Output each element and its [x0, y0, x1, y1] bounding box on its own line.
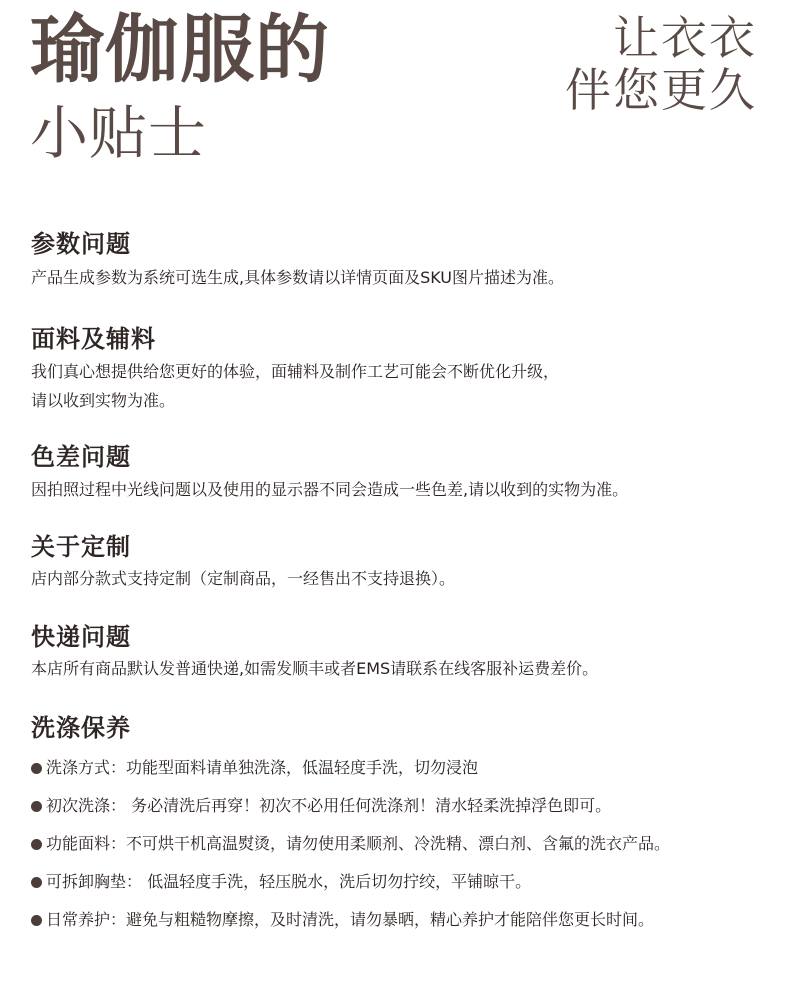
care-item-first-wash — [31, 793, 611, 816]
section-text-color-diff: 因拍照过程中光线问题以及使用的显示器不同会造成一些色差,请以收到的实物为准。 — [31, 480, 629, 499]
care-item-text: 可拆卸胸垫： 低温轻度手洗，轻压脱水，洗后切勿拧绞，平铺晾干。 — [46, 872, 532, 891]
tagline — [565, 12, 757, 117]
bullet-icon — [31, 915, 42, 926]
bullet-icon — [31, 801, 42, 812]
section-text-params: 产品生成参数为系统可选生成,具体参数请以详情页面及SKU图片描述为准。 — [31, 268, 565, 287]
care-item-washing-method — [31, 755, 478, 778]
section-text-fabric-1: 我们真心想提供给您更好的体验，面辅料及制作工艺可能会不断优化升级， — [31, 362, 560, 381]
care-item-removable-pad — [31, 869, 531, 892]
section-title-care: 洗涤保养 — [31, 714, 131, 742]
section-title-fabric: 面料及辅料 — [31, 325, 156, 353]
bullet-icon — [31, 763, 42, 774]
page-subtitle: 小贴士 — [30, 99, 208, 167]
care-item-text: 洗涤方式：功能型面料请单独洗涤，低温轻度手洗，切勿浸泡 — [46, 758, 479, 777]
section-text-shipping: 本店所有商品默认发普通快递,如需发顺丰或者EMS请联系在线客服补运费差价。 — [31, 659, 599, 678]
care-item-text: 日常养护：避免与粗糙物摩擦，及时清洗，请勿暴晒，精心养护才能陪伴您更长时间。 — [46, 910, 655, 929]
section-title-params: 参数问题 — [31, 230, 131, 258]
tagline-line-1: 让衣衣 — [613, 11, 757, 65]
page-title: 瑜伽服的 — [30, 7, 330, 93]
bullet-icon — [31, 877, 42, 888]
section-text-fabric-2: 请以收到实物为准。 — [31, 391, 176, 410]
section-text-custom: 店内部分款式支持定制（定制商品，一经售出不支持退换）。 — [31, 569, 456, 588]
care-item-text: 初次洗涤： 务必清洗后再穿！初次不必用任何洗涤剂！清水轻柔洗掉浮色即可。 — [46, 796, 612, 815]
care-item-daily-care — [31, 907, 654, 930]
care-item-functional-fabric — [31, 831, 670, 854]
care-item-text: 功能面料：不可烘干机高温熨烫，请勿使用柔顺剂、冷洗精、漂白剂、含氟的洗衣产品。 — [46, 834, 671, 853]
section-title-color-diff: 色差问题 — [31, 443, 131, 471]
section-title-shipping: 快递问题 — [31, 623, 131, 651]
tagline-line-2: 伴您更久 — [565, 63, 757, 118]
bullet-icon — [31, 839, 42, 850]
section-title-custom: 关于定制 — [31, 533, 131, 561]
